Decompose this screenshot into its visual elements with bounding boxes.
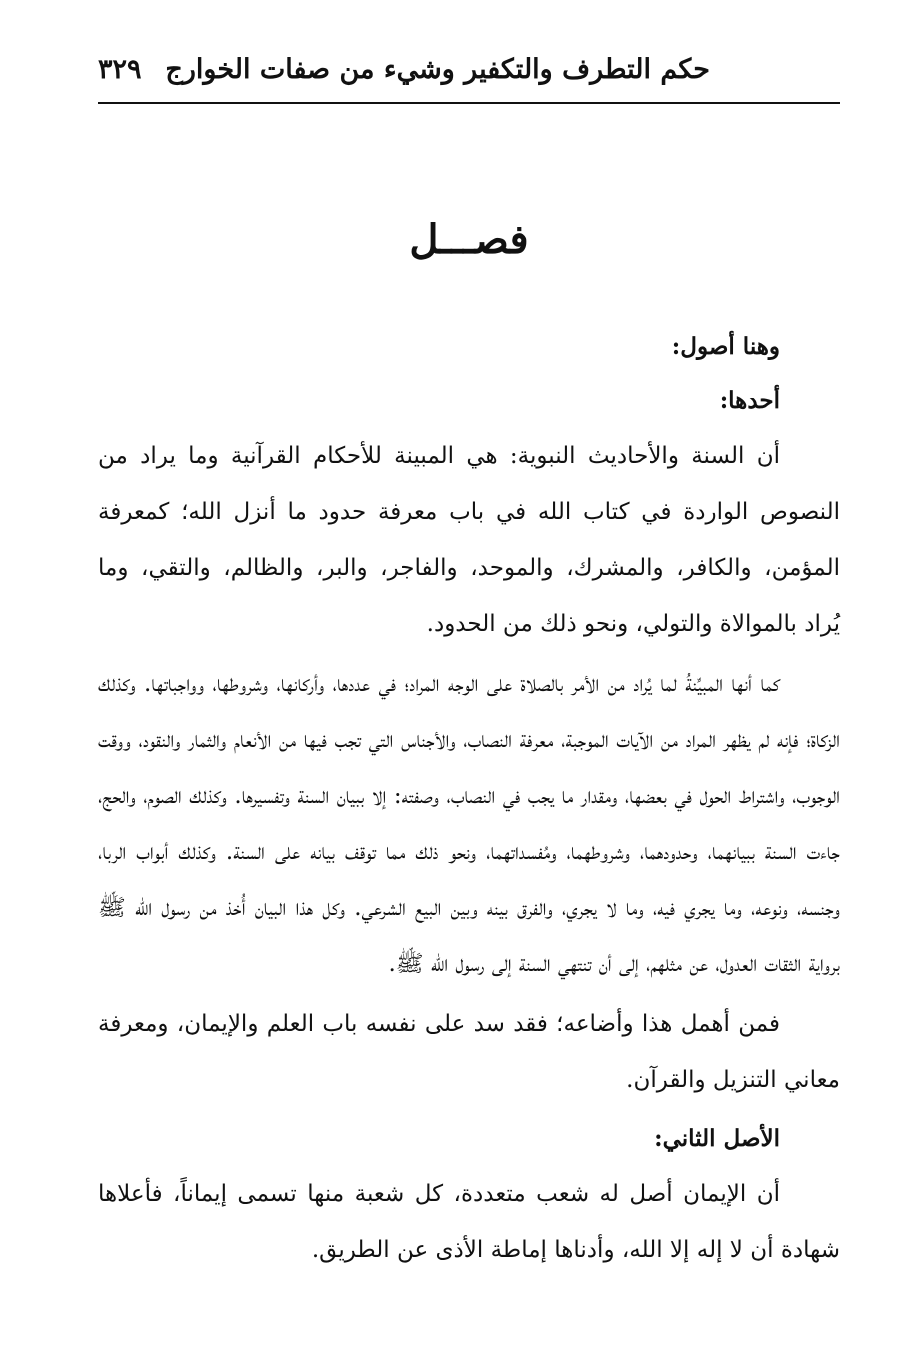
paragraph-sunnah-explains: أن السنة والأحاديث النبوية: هي المبينة للأحكام القرآنية وما يراد من النصوص الواردة في كتاب الله في باب معرفة حدود ما أنزل الله؛ كمعرفة المؤمن، والكافر، والمشرك، والموحد، والفاجر، والبر، والظالم، والتقي، وما يُراد بالموالاة والتولي، ونحو ذلك من الحدود. — [98, 443, 840, 637]
intro-label: وهنا أصول: — [671, 333, 780, 360]
running-title: حكم التطرف والتكفير وشيء من صفات الخوارج — [165, 54, 710, 85]
book-page — [98, 40, 840, 1282]
section-title: فصـــل — [409, 216, 529, 263]
first-principle-label: أحدها: — [719, 387, 780, 414]
page-header — [98, 40, 840, 104]
paragraph-sunnah-details: كما أنها المبيِّنةُ لما يُراد من الأمر بالصلاة على الوجه المراد؛ في عددها، وأركانها، وشروطها، وواجباتها. وكذلك الزكاة؛ فإنه لم يظهر المراد من الآيات الموجبة، معرفة النصاب، والأجناس التي تجب فيها من الأنعام والثمار والنقود، ووقت الوجوب، واشتراط الحول في بعضها، ومقدار ما يجب في النصاب، وصفته: إلا ببيان السنة وتفسيرها. وكذلك الصوم، والحج، جاءت السنة ببيانهما، وحدودهما، وشروطهما، ومُفسداتهما، ونحو ذلك مما توقف بيانه على السنة. وكذلك أبواب الربا، وجنسه، ونوعه، وما يجري فيه، وما لا يجري، والفرق بينه وبين البيع الشرعي. وكل هذا البيان أُخذ من رسول الله ﷺ برواية الثقات العدول، عن مثلهم، إلى أن تنتهي السنة إلى رسول الله ﷺ. — [98, 671, 840, 977]
paragraph-iman-branches: أن الإيمان أصل له شعب متعددة، كل شعبة منها تسمى إيماناً، فأعلاها شهادة أن لا إله إلا الله، وأدناها إماطة الأذى عن الطريق. — [98, 1181, 840, 1263]
page-number: ٣٢٩ — [98, 54, 142, 85]
paragraph-neglect-warning: فمن أهمل هذا وأضاعه؛ فقد سد على نفسه باب العلم والإيمان، ومعرفة معاني التنزيل والقرآن. — [98, 1011, 840, 1093]
second-principle-label: الأصل الثاني: — [654, 1125, 780, 1152]
